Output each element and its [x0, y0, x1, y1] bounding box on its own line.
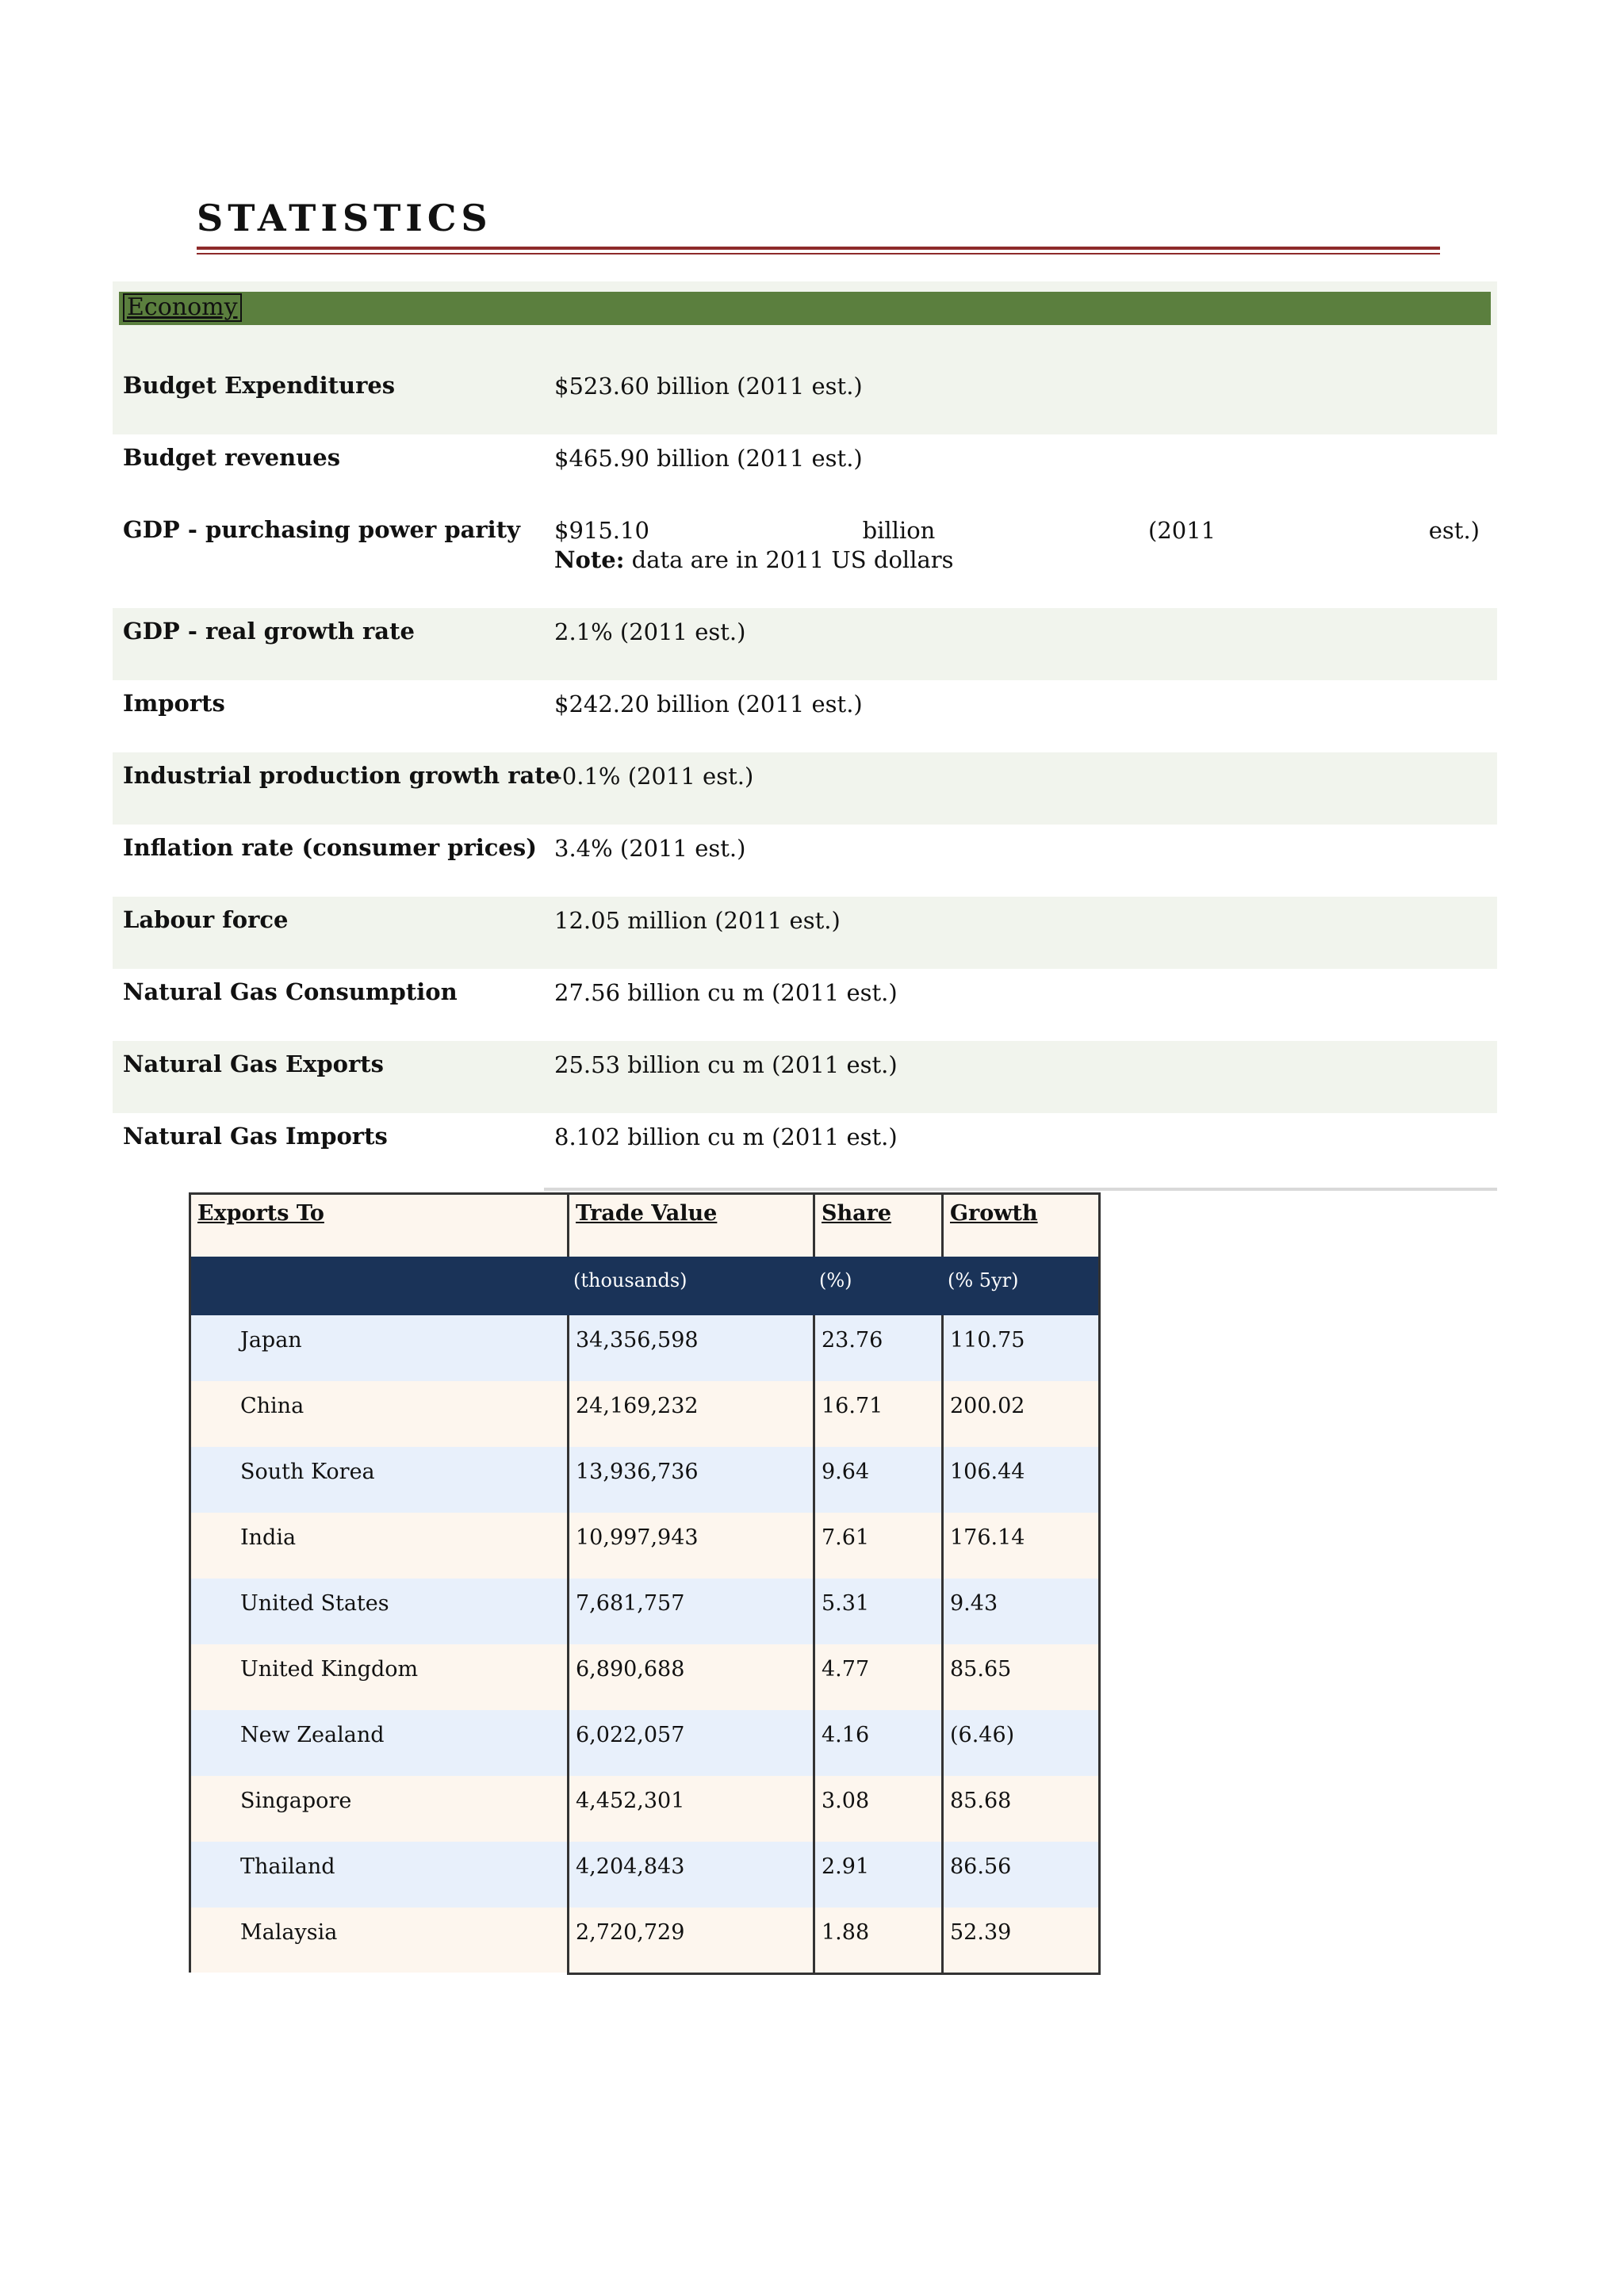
- table-row: [191, 1908, 1098, 1973]
- header-share: Share: [822, 1201, 892, 1226]
- share-cell: 7.61: [822, 1525, 870, 1550]
- share-cell: 3.08: [822, 1789, 870, 1813]
- stat-value: 3.4% (2011 est.): [554, 835, 746, 862]
- stat-row-gas-imports: [113, 1113, 1497, 1185]
- stat-row-imports: [113, 680, 1497, 752]
- subheader-thousands: (thousands): [573, 1269, 688, 1292]
- stat-value: $523.60 billion (2011 est.): [554, 373, 863, 400]
- header-growth: Growth: [950, 1201, 1038, 1226]
- table-row: [191, 1578, 1098, 1644]
- stat-value: -0.1% (2011 est.): [554, 763, 754, 790]
- growth-cell: 9.43: [950, 1591, 998, 1616]
- table-row: [191, 1315, 1098, 1381]
- exports-header-row: [191, 1195, 1098, 1257]
- trade-value-cell: 13,936,736: [576, 1460, 699, 1484]
- country-cell: United States: [240, 1591, 389, 1616]
- gdp-note: [554, 545, 1480, 575]
- table-row: [191, 1513, 1098, 1578]
- economy-stats-list: [113, 326, 1497, 1185]
- country-cell: New Zealand: [240, 1723, 385, 1747]
- stat-label: Natural Gas Imports: [123, 1123, 388, 1150]
- growth-cell: 85.65: [950, 1657, 1012, 1682]
- gdp-note-label: Note:: [554, 546, 625, 573]
- stat-row-industrial-growth: [113, 752, 1497, 825]
- stat-value: 12.05 million (2011 est.): [554, 907, 841, 934]
- country-cell: South Korea: [240, 1460, 375, 1484]
- stat-value: 8.102 billion cu m (2011 est.): [554, 1123, 898, 1150]
- country-cell: Japan: [240, 1328, 302, 1353]
- gdp-note-text: data are in 2011 US dollars: [624, 546, 954, 573]
- trade-value-cell: 4,452,301: [576, 1789, 685, 1813]
- country-cell: United Kingdom: [240, 1657, 419, 1682]
- title-rule: [197, 247, 1440, 254]
- share-cell: 4.77: [822, 1657, 870, 1682]
- stat-label: GDP - real growth rate: [123, 618, 415, 645]
- share-cell: 1.88: [822, 1920, 870, 1945]
- stat-row-inflation: [113, 825, 1497, 897]
- table-row: [191, 1381, 1098, 1447]
- stat-row-budget-expenditures: [113, 326, 1497, 434]
- page-title: STATISTICS: [197, 197, 492, 239]
- country-cell: China: [240, 1394, 304, 1418]
- subheader-5yr: (% 5yr): [948, 1269, 1019, 1292]
- trade-value-cell: 6,890,688: [576, 1657, 685, 1682]
- table-row: [191, 1776, 1098, 1842]
- section-header-bar: [119, 292, 1491, 325]
- stat-row-gas-consumption: [113, 969, 1497, 1041]
- stat-label: Labour force: [123, 906, 289, 933]
- exports-table: [189, 1192, 1101, 1973]
- trade-value-cell: 34,356,598: [576, 1328, 699, 1353]
- stat-label: Budget revenues: [123, 444, 341, 471]
- subheader-cell: [191, 1257, 567, 1315]
- header-trade-value: Trade Value: [576, 1201, 718, 1226]
- stat-value: 2.1% (2011 est.): [554, 618, 746, 645]
- stat-label: Industrial production growth rate: [123, 762, 561, 789]
- trade-value-cell: 10,997,943: [576, 1525, 699, 1550]
- stat-label: Natural Gas Exports: [123, 1050, 384, 1077]
- stat-row-gdp-ppp: [113, 507, 1497, 608]
- growth-cell: 106.44: [950, 1460, 1025, 1484]
- trade-value-cell: 4,204,843: [576, 1854, 685, 1879]
- growth-cell: 200.02: [950, 1394, 1025, 1418]
- share-cell: 4.16: [822, 1723, 870, 1747]
- stat-row-labour-force: [113, 897, 1497, 969]
- subheader-percent: (%): [819, 1269, 852, 1292]
- stat-row-gas-exports: [113, 1041, 1497, 1113]
- gdp-unit: billion: [862, 517, 936, 544]
- growth-cell: 52.39: [950, 1920, 1012, 1945]
- table-row: [191, 1447, 1098, 1513]
- gdp-est: est.): [1428, 517, 1480, 544]
- growth-cell: 176.14: [950, 1525, 1025, 1550]
- stat-value: 25.53 billion cu m (2011 est.): [554, 1051, 898, 1078]
- table-top-rule: [544, 1188, 1497, 1191]
- header-cell: [567, 1195, 813, 1257]
- stat-row-gdp-growth: [113, 608, 1497, 680]
- table-bottom-border: [567, 1973, 1101, 1975]
- stat-value: [554, 516, 1480, 575]
- table-row: [191, 1644, 1098, 1710]
- stat-label: Imports: [123, 690, 225, 717]
- stat-label: Budget Expenditures: [123, 372, 396, 399]
- trade-value-cell: 6,022,057: [576, 1723, 685, 1747]
- stat-value: $465.90 billion (2011 est.): [554, 445, 863, 472]
- gdp-year: (2011: [1148, 517, 1216, 544]
- gdp-value-line: [554, 516, 1480, 545]
- stat-row-budget-revenues: [113, 434, 1497, 507]
- country-cell: Thailand: [240, 1854, 335, 1879]
- subheader-cell: [813, 1257, 941, 1315]
- subheader-cell: [567, 1257, 813, 1315]
- country-cell: India: [240, 1525, 297, 1550]
- table-row: [191, 1710, 1098, 1776]
- country-cell: Singapore: [240, 1789, 352, 1813]
- stat-value: 27.56 billion cu m (2011 est.): [554, 979, 898, 1006]
- growth-cell: (6.46): [950, 1723, 1015, 1747]
- trade-value-cell: 7,681,757: [576, 1591, 685, 1616]
- stat-label: Natural Gas Consumption: [123, 978, 458, 1005]
- trade-value-cell: 24,169,232: [576, 1394, 699, 1418]
- header-cell: [191, 1195, 567, 1257]
- growth-cell: 86.56: [950, 1854, 1012, 1879]
- growth-cell: 110.75: [950, 1328, 1025, 1353]
- share-cell: 9.64: [822, 1460, 870, 1484]
- share-cell: 2.91: [822, 1854, 870, 1879]
- header-cell: [813, 1195, 941, 1257]
- growth-cell: 85.68: [950, 1789, 1012, 1813]
- section-label-economy: Economy: [123, 293, 242, 322]
- share-cell: 16.71: [822, 1394, 883, 1418]
- country-cell: Malaysia: [240, 1920, 338, 1945]
- share-cell: 5.31: [822, 1591, 870, 1616]
- stat-label: GDP - purchasing power parity: [123, 516, 520, 543]
- table-row: [191, 1842, 1098, 1908]
- exports-subheader-row: [191, 1257, 1098, 1315]
- stat-label: Inflation rate (consumer prices): [123, 834, 537, 861]
- header-exports-to: Exports To: [197, 1201, 324, 1226]
- stat-value: $242.20 billion (2011 est.): [554, 691, 863, 718]
- trade-value-cell: 2,720,729: [576, 1920, 685, 1945]
- subheader-cell: [941, 1257, 1101, 1315]
- gdp-amount: $915.10: [554, 517, 649, 544]
- header-cell: [941, 1195, 1101, 1257]
- share-cell: 23.76: [822, 1328, 883, 1353]
